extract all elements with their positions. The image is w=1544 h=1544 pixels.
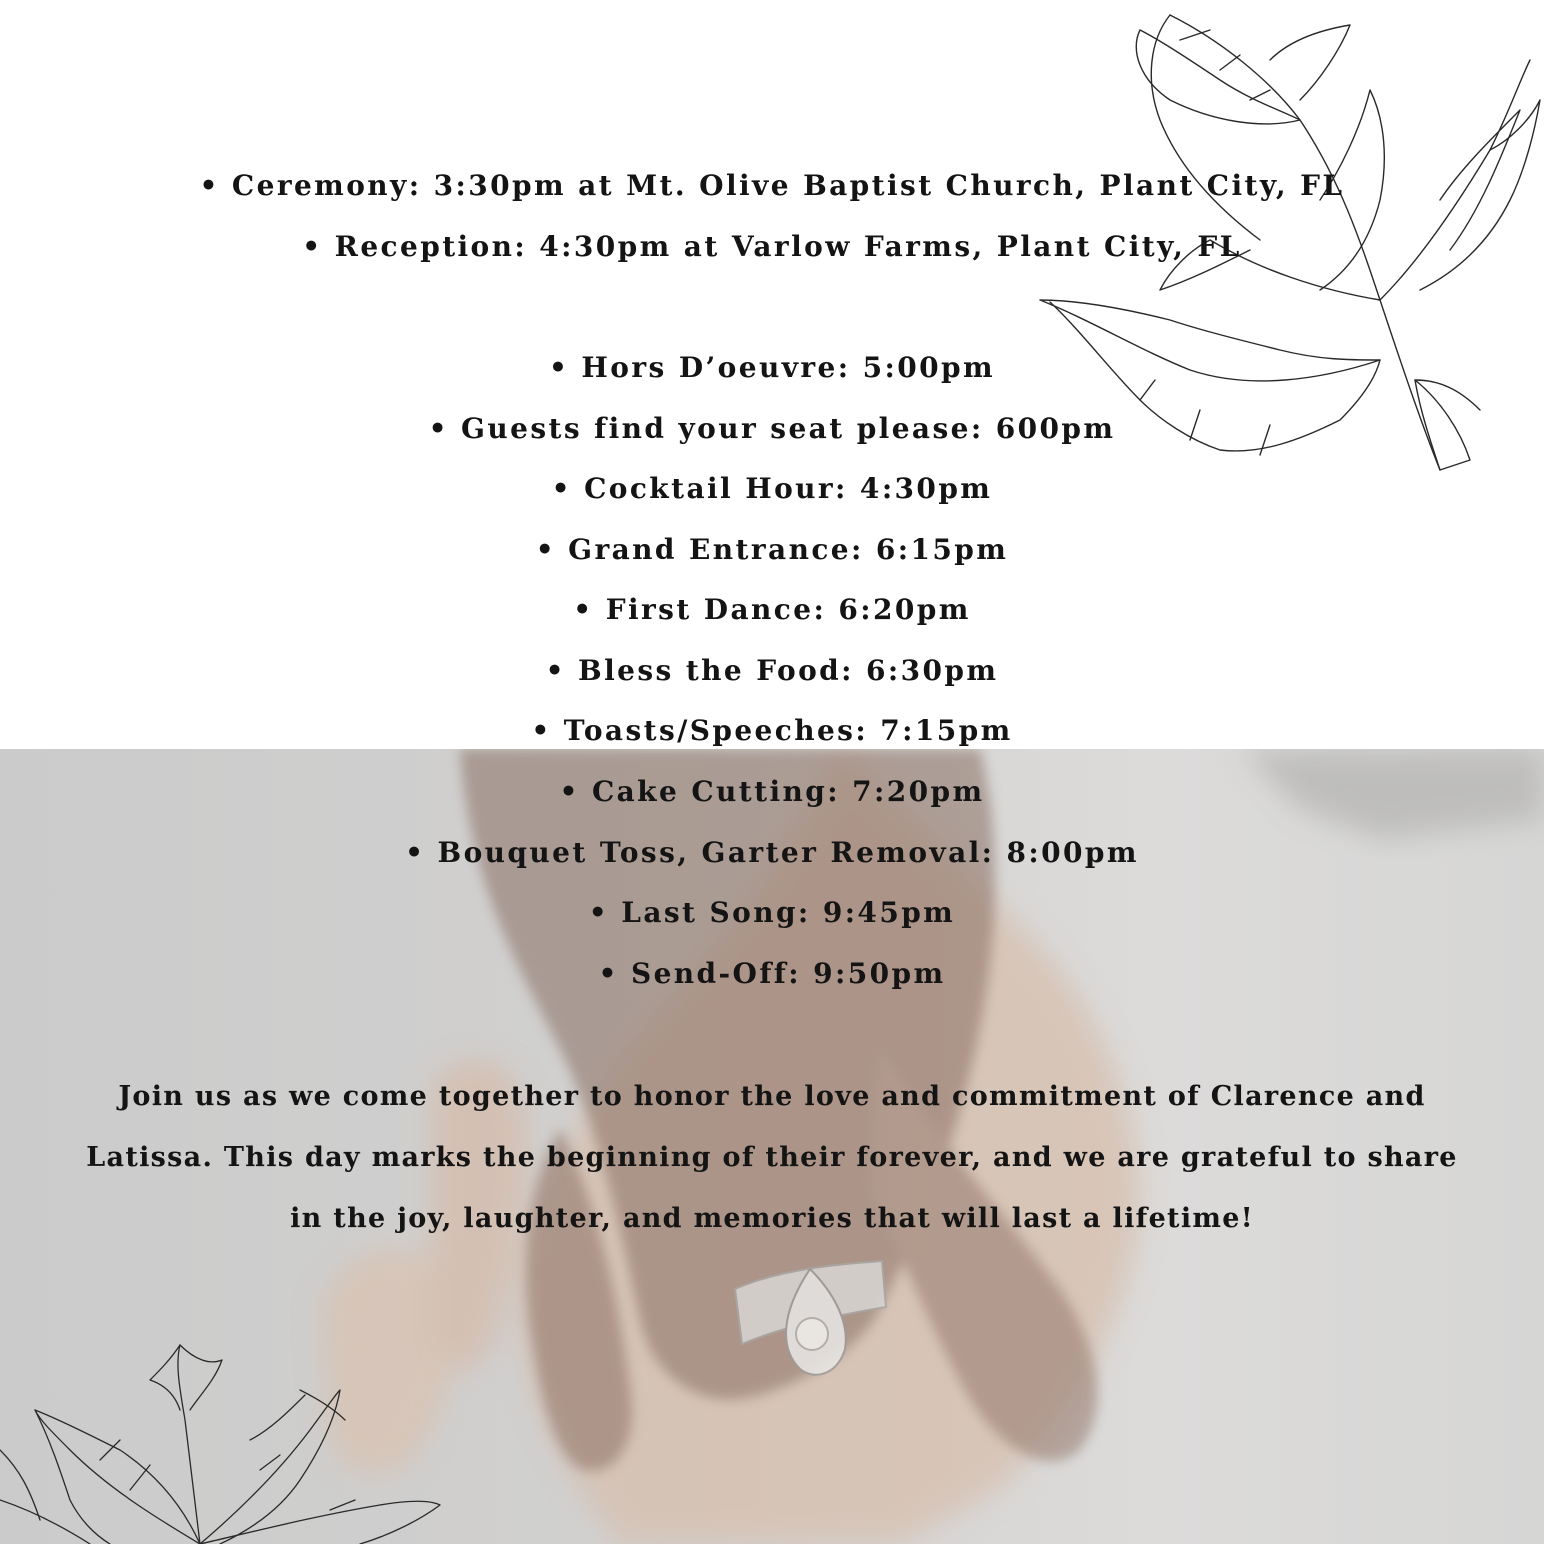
schedule-item-toasts: • Toasts/Speeches: 7:15pm (531, 714, 1013, 747)
closing-line-1: Join us as we come together to honor the love and commitment of Clarence and (118, 1081, 1426, 1112)
schedule-item-first-dance: • First Dance: 6:20pm (573, 593, 971, 626)
schedule-item-grand-entrance: • Grand Entrance: 6:15pm (535, 533, 1009, 566)
schedule-item-send-off: • Send-Off: 9:50pm (598, 957, 946, 990)
closing-message (0, 1066, 1544, 1249)
schedule-item-cocktail-hour: • Cocktail Hour: 4:30pm (551, 472, 993, 505)
leaf-line-art-bottom-icon (0, 1340, 450, 1544)
schedule-item-ceremony: • Ceremony: 3:30pm at Mt. Olive Baptist Church, Plant City, FL (199, 169, 1345, 202)
schedule-item-bless-food: • Bless the Food: 6:30pm (545, 654, 999, 687)
schedule-item-last-song: • Last Song: 9:45pm (588, 896, 956, 929)
closing-line-3: in the joy, laughter, and memories that will last a lifetime! (290, 1203, 1254, 1234)
schedule-item-bouquet-toss: • Bouquet Toss, Garter Removal: 8:00pm (405, 836, 1139, 869)
schedule-item-reception: • Reception: 4:30pm at Varlow Farms, Plant City, FL (302, 230, 1242, 263)
closing-line-2: Latissa. This day marks the beginning of their forever, and we are grateful to share (86, 1142, 1458, 1173)
schedule-item-cake-cutting: • Cake Cutting: 7:20pm (559, 775, 985, 808)
schedule-item-hors-doeuvre: • Hors D’oeuvre: 5:00pm (548, 351, 996, 384)
schedule-item-guests-seat: • Guests find your seat please: 600pm (428, 412, 1116, 445)
